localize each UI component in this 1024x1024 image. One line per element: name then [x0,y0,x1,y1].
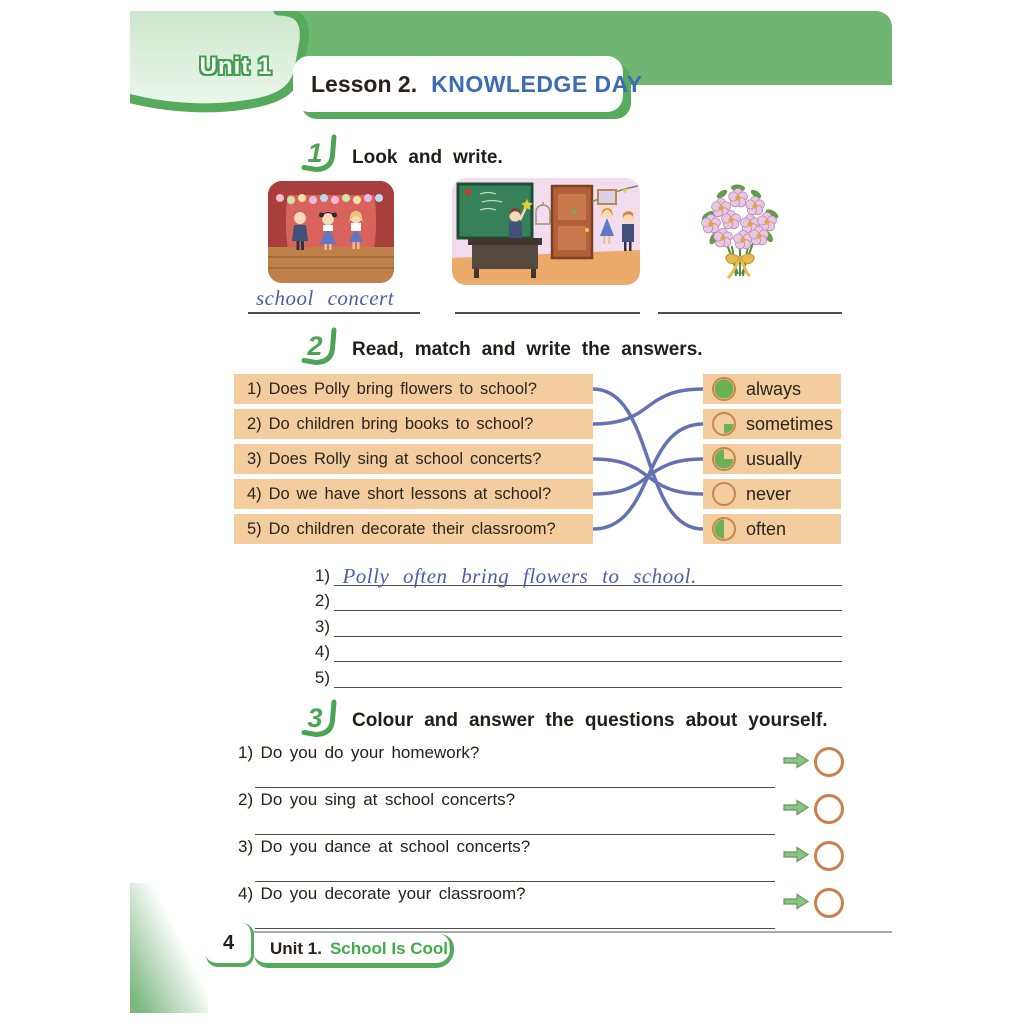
match-option-always[interactable] [703,374,841,404]
page-number-tab [206,923,254,967]
answer-number: 1) [314,566,330,585]
option-label: never [746,483,792,504]
ex1-answer-slot-2[interactable] [455,286,640,314]
exercise3-instruction: Colour and answer the questions about yourself. [352,710,828,731]
exercise3-number-marker [298,699,346,741]
match-question-3[interactable]: 3) Does Rolly sing at school concerts? [234,444,593,474]
ex2-answer-row-1 [300,564,842,586]
answer-number: 5) [314,668,330,687]
match-question-5[interactable]: 5) Do children decorate their classroom? [234,514,593,544]
lesson-title: KNOWLEDGE DAY [431,70,643,97]
exercise1-instruction: Look and write. [352,147,503,168]
ex2-answer-row-5 [300,666,842,688]
ex2-answer-line-5[interactable] [334,666,842,688]
match-question-1[interactable]: 1) Does Polly bring flowers to school? [234,374,593,404]
ex3-question-2: 2) Do you sing at school concerts? [238,790,516,809]
answer-number: 2) [314,591,330,610]
exercise2-number-marker [298,327,346,369]
arrow-right-icon [782,752,810,769]
svg-text:3: 3 [307,703,323,733]
answer-number: 4) [314,642,330,661]
answer-number: 3) [314,617,330,636]
pie-full-icon [711,376,737,402]
ex2-answer-row-3 [300,615,842,637]
footer-divider [250,931,892,933]
ex3-question-4: 4) Do you decorate your classroom? [238,884,526,903]
pie-quarter-icon [711,411,737,437]
ex2-answer-line-2[interactable] [334,589,842,611]
ex2-answer-row-2 [300,589,842,611]
ex3-answer-line-3[interactable] [255,871,775,882]
ex2-answer-line-1[interactable] [334,564,842,586]
match-option-never[interactable] [703,479,841,509]
ex2-answer-row-4 [300,640,842,662]
flower-bouquet-image [688,176,792,290]
match-question-2[interactable]: 2) Do children bring books to school? [234,409,593,439]
footer-unit-title: School Is Cool! [329,938,454,958]
lesson-label: Lesson 2. [311,70,418,97]
ex3-colour-circle-1[interactable] [814,747,844,777]
option-label: often [746,518,787,539]
match-option-often[interactable] [703,514,841,544]
svg-text:2: 2 [307,331,323,361]
ex1-answer-slot-3[interactable] [658,286,842,314]
unit-badge: Unit 1 [199,53,273,80]
school-concert-image [268,181,394,283]
option-label: always [746,378,802,399]
ex2-answer-1-handwriting: Polly often bring flowers to school. [342,564,697,588]
pie-empty-icon [711,481,737,507]
match-option-usually[interactable] [703,444,841,474]
ex3-colour-circle-2[interactable] [814,794,844,824]
ex2-answer-line-3[interactable] [334,615,842,637]
match-question-4[interactable]: 4) Do we have short lessons at school? [234,479,593,509]
option-label: sometimes [746,413,834,434]
pie-three-quarter-icon [711,446,737,472]
ex3-answer-line-4[interactable] [255,918,775,929]
arrow-right-icon [782,846,810,863]
match-option-sometimes[interactable] [703,409,841,439]
arrow-right-icon [782,893,810,910]
arrow-right-icon [782,799,810,816]
ex3-question-1: 1) Do you do your homework? [238,743,480,762]
option-label: usually [746,448,803,469]
ex1-answer-1-handwriting: school concert [256,286,395,310]
exercise2-instruction: Read, match and write the answers. [352,339,703,360]
ex3-colour-circle-3[interactable] [814,841,844,871]
footer-unit-label: Unit 1. [270,938,322,958]
corner-gradient [130,883,208,1013]
page-number: 4 [222,931,235,954]
match-lines [593,374,703,549]
footer-unit-bar [254,934,454,968]
classroom-decorating-image [452,178,640,285]
ex3-question-3: 3) Do you dance at school concerts? [238,837,531,856]
ex3-answer-line-1[interactable] [255,777,775,788]
ex2-answer-line-4[interactable] [334,640,842,662]
svg-text:1: 1 [307,138,323,168]
pie-half-icon [711,516,737,542]
lesson-card [293,56,643,112]
ex3-answer-line-2[interactable] [255,824,775,835]
ex3-colour-circle-4[interactable] [814,888,844,918]
exercise1-number-marker [298,134,346,176]
ex1-answer-slot-1[interactable] [248,286,420,314]
